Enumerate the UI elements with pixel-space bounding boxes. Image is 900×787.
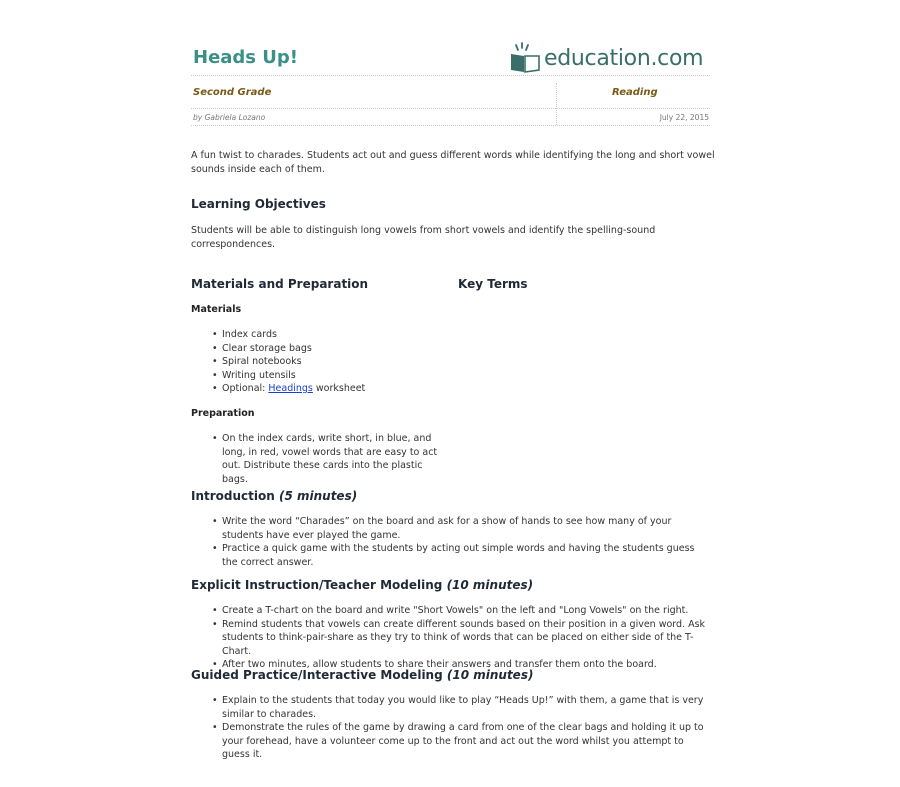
optional-suffix: worksheet	[312, 383, 366, 394]
divider-bottom	[191, 125, 710, 126]
introduction-title: Introduction	[191, 489, 275, 503]
divider-top	[191, 75, 710, 76]
publish-date: July 22, 2015	[659, 113, 709, 122]
grade-label[interactable]: Second Grade	[193, 87, 272, 98]
divider-vertical	[556, 83, 557, 125]
list-item	[212, 382, 452, 396]
objectives-heading: Learning Objectives	[191, 197, 326, 211]
list-item: • Spiral notebooks	[212, 355, 452, 369]
preparation-list	[212, 432, 448, 486]
key-terms-heading: Key Terms	[458, 277, 528, 291]
list-item: • Practice a quick game with the students by acting out simple words and having the students guess the correct answer.	[212, 542, 712, 569]
explicit-instruction-title: Explicit Instruction/Teacher Modeling	[191, 578, 443, 592]
materials-preparation-heading: Materials and Preparation	[191, 277, 369, 291]
list-item: • On the index cards, write short, in blue, and long, in red, vowel words that are easy to act out. Distribute these cards into the plastic bags.	[212, 432, 448, 486]
list-item: • Create a T-chart on the board and write "Short Vowels" on the left and "Long Vowels" on the right.	[212, 604, 712, 618]
guided-practice-title: Guided Practice/Interactive Modeling	[191, 668, 443, 682]
explicit-instruction-duration: (10 minutes)	[446, 578, 534, 592]
lesson-summary: A fun twist to charades. Students act out and guess different words while identifying the long and short vowel sounds inside each of them.	[191, 150, 715, 175]
divider-middle	[191, 108, 710, 109]
introduction-list	[212, 515, 712, 569]
list-item: • Explain to the students that today you would like to play “Heads Up!” with them, a game that is very similar to charades.	[212, 694, 714, 721]
headings-worksheet-link[interactable]: Headings	[268, 383, 313, 394]
explicit-instruction-list	[212, 604, 712, 672]
materials-list	[212, 328, 452, 396]
list-item: • Write the word “Charades” on the board and ask for a show of hands to see how many of your students have ever played the game.	[212, 515, 712, 542]
materials-subheading: Materials	[191, 304, 242, 315]
page-title: Heads Up!	[193, 47, 298, 68]
optional-prefix: Optional:	[222, 383, 269, 394]
logo-text: education.com	[544, 45, 704, 71]
guided-practice-list	[212, 694, 714, 762]
list-item: • Demonstrate the rules of the game by drawing a card from one of the clear bags and holding it up to your forehead, have a volunteer come up to the front and act out the word whilst you attempt to guess it.	[212, 721, 714, 762]
guided-practice-duration: (10 minutes)	[446, 668, 534, 682]
preparation-subheading: Preparation	[191, 408, 255, 419]
introduction-duration: (5 minutes)	[278, 489, 358, 503]
list-item: • Remind students that vowels can create different sounds based on their position in a given word. Ask students to think-pair-share as they try to think of words that can be placed on either side of the T-Chart.	[212, 618, 712, 659]
education-logo[interactable]	[508, 42, 703, 74]
subject-label[interactable]: Reading	[612, 87, 658, 98]
list-item: • Index cards	[212, 328, 452, 342]
author-byline: by Gabriela Lozano	[193, 113, 266, 122]
objectives-text: Students will be able to distinguish long vowels from short vowels and identify the spelling-sound correspondences.	[191, 225, 656, 250]
list-item: • Writing utensils	[212, 369, 452, 383]
guided-practice-heading	[191, 668, 533, 682]
explicit-instruction-heading	[191, 578, 533, 592]
book-logo-icon	[508, 42, 542, 74]
list-item: • Clear storage bags	[212, 342, 452, 356]
introduction-heading	[191, 489, 357, 503]
list-item: • After two minutes, allow students to share their answers and transfer them onto the board.	[212, 658, 712, 672]
